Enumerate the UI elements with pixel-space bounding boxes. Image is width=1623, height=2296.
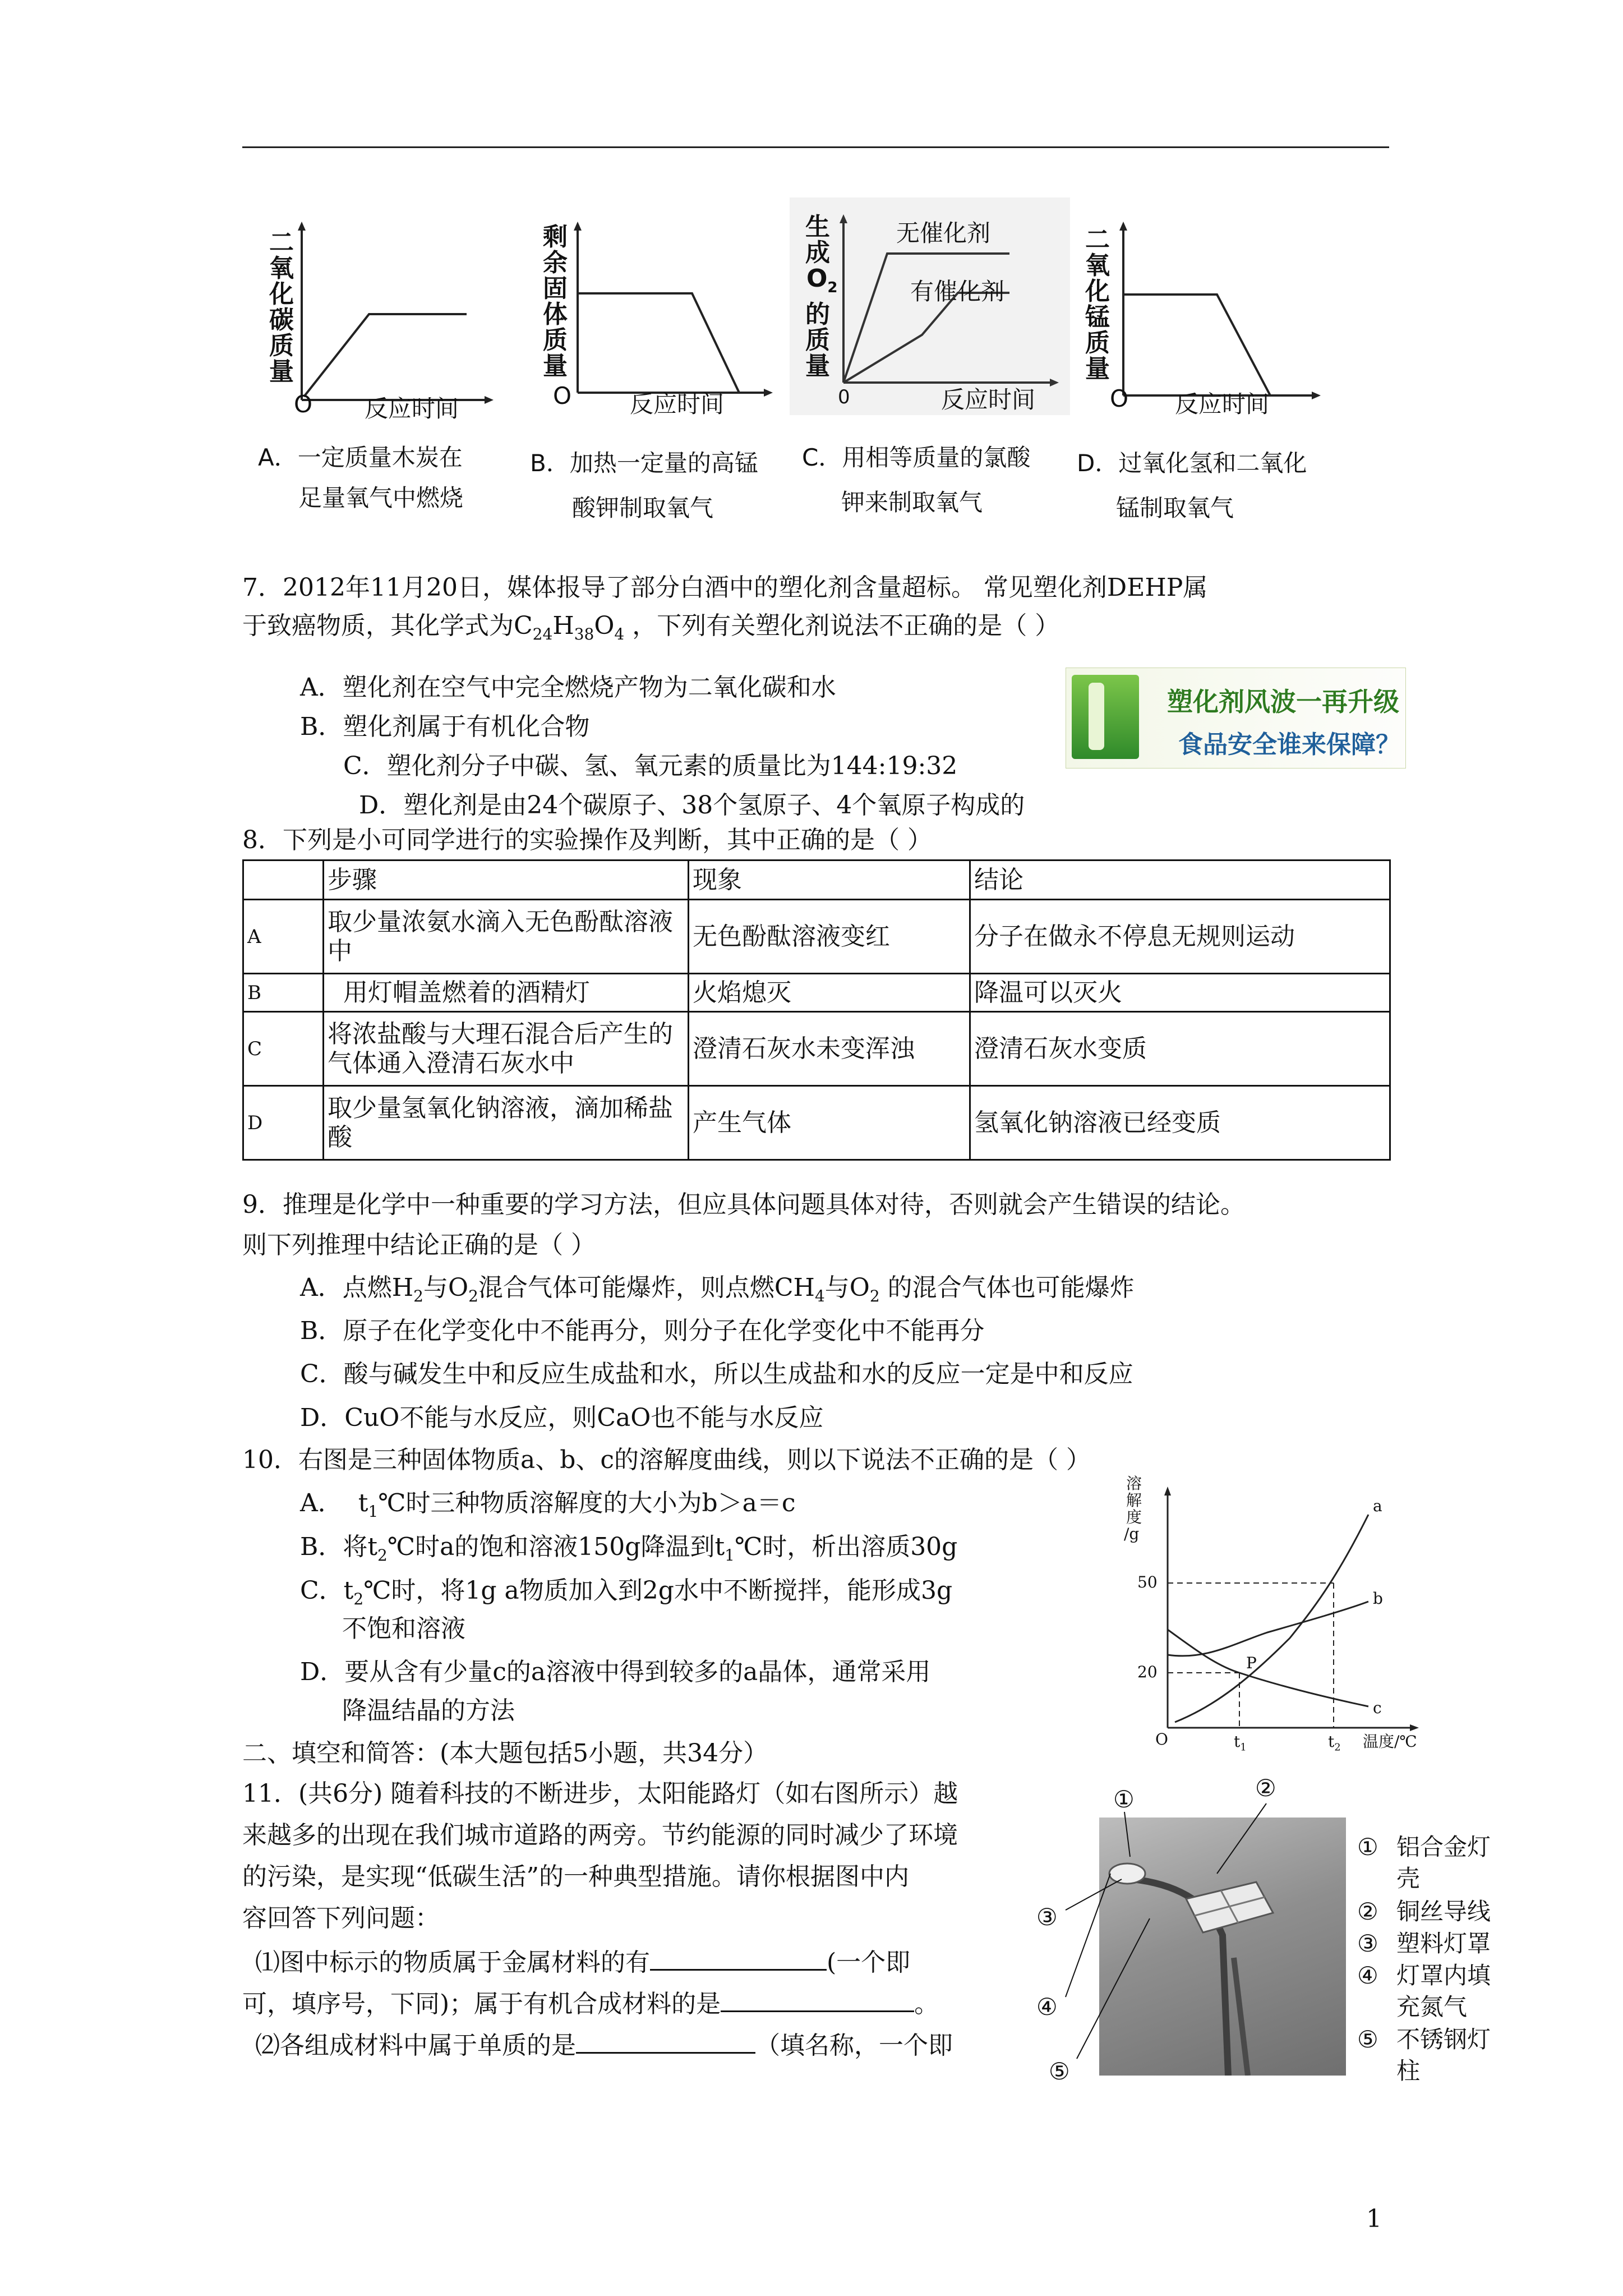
header-cell: 结论	[970, 861, 1390, 900]
banner-subtitle: 食品安全谁来保障？	[1178, 730, 1400, 759]
figure-b-ylabel: 剩余固体质量	[543, 223, 568, 380]
q11-line-5: ⑴图中标示的物质属于金属材料的有 (一个即	[255, 1944, 910, 1978]
legend-mark-4: ④	[1357, 1962, 1378, 1989]
legend-text-3: 塑料灯罩	[1396, 1930, 1491, 1957]
chart-tick-t1: $t_1$	[1234, 1732, 1247, 1754]
chart-ylabel-4: /g	[1124, 1525, 1140, 1543]
chart-tick-50: 50	[1137, 1573, 1158, 1591]
row-conclusion: 澄清石灰水变质	[970, 1012, 1390, 1086]
legend-mark-1: ①	[1357, 1833, 1378, 1861]
q11-line-2: 来越多的出现在我们城市道路的两旁。节约能源的同时减少了环境	[242, 1821, 958, 1849]
header-cell: 现象	[689, 861, 970, 900]
legend-text-5b: 柱	[1396, 2057, 1421, 2085]
figure-c-caption-1: C．用相等质量的氯酸	[802, 444, 1031, 471]
chart-point-p: P	[1246, 1654, 1257, 1672]
legend-mark-2: ②	[1357, 1898, 1378, 1925]
figure-d-origin: O	[1110, 385, 1129, 412]
row-conclusion: 分子在做永不停息无规则运动	[970, 900, 1390, 974]
q9-option-c: C．酸与碱发生中和反应生成盐和水，所以生成盐和水的反应一定是中和反应	[300, 1360, 1133, 1388]
callout-5: ⑤	[1049, 2058, 1070, 2085]
table-row	[243, 1086, 1390, 1160]
banner-bottle-icon	[1089, 683, 1104, 750]
chart-tick-20: 20	[1137, 1663, 1158, 1681]
row-phenomenon: 澄清石灰水未变浑浊	[689, 1012, 970, 1086]
figure-c	[790, 197, 1070, 415]
figure-a	[269, 222, 494, 424]
table-row	[243, 900, 1390, 974]
row-label: A	[243, 900, 324, 974]
answer-blank-metal[interactable]	[650, 1944, 827, 1971]
legend-text-2: 铜丝导线	[1396, 1898, 1491, 1925]
legend-text-1b: 壳	[1396, 1865, 1421, 1892]
q10-option-b: B．将$t_2℃$时a的饱和溶液150g降温到$t_1℃$时，析出溶质30g	[300, 1533, 958, 1565]
callout-4: ④	[1036, 1993, 1058, 2021]
q7-option-d: D．塑化剂是由24个碳原子、38个氢原子、4个氧原子构成的	[359, 791, 1025, 820]
q10-option-a: A． $t_1℃$时三种物质溶解度的大小为b＞a＝c	[300, 1489, 796, 1521]
figure-b-caption-1: B．加热一定量的高锰	[530, 449, 758, 477]
chart-curve-c-label: c	[1373, 1699, 1382, 1717]
chart-xlabel: 温度/℃	[1363, 1732, 1417, 1751]
plasticizer-banner	[1066, 668, 1406, 769]
header-rule	[242, 146, 1389, 148]
figure-c-ylabel-3: 的质量	[805, 300, 830, 380]
q8-stem: 8．下列是小可同学进行的实验操作及判断，其中正确的是（ ）	[242, 826, 932, 854]
q11-line-4: 容回答下列问题：	[242, 1904, 440, 1932]
banner-product-image	[1072, 675, 1139, 759]
answer-blank-element[interactable]	[576, 2027, 755, 2054]
row-phenomenon: 产生气体	[689, 1086, 970, 1160]
figure-d-caption-2: 锰制取氧气	[1116, 494, 1234, 522]
section-2-heading: 二、填空和简答：(本大题包括5小题，共34分）	[242, 1739, 768, 1768]
q9-option-b: B．原子在化学变化中不能再分，则分子在化学变化中不能再分	[300, 1317, 985, 1345]
answer-blank-organic[interactable]	[721, 1986, 914, 2012]
chart-origin: O	[1155, 1730, 1168, 1749]
callout-2: ②	[1255, 1774, 1276, 1802]
figure-c-curve-no-catalyst: 无催化剂	[896, 219, 991, 247]
figure-b-caption-2: 酸钾制取氧气	[572, 494, 714, 522]
row-label: D	[243, 1086, 324, 1160]
figure-a-xlabel: 反应时间	[365, 395, 459, 422]
solubility-chart	[1122, 1475, 1436, 1767]
callout-leader-lines	[1054, 1795, 1290, 2087]
table-row	[243, 974, 1390, 1012]
figure-c-ylabel-1: 生成	[805, 213, 830, 267]
legend-text-1: 铝合金灯	[1396, 1833, 1491, 1861]
row-label: C	[243, 1012, 324, 1086]
q11-line-3: 的污染，是实现“低碳生活”的一种典型措施。请你根据图中内	[242, 1862, 909, 1891]
legend-mark-5: ⑤	[1357, 2026, 1378, 2053]
q10-option-d: D．要从含有少量c的a溶液中得到较多的a晶体，通常采用	[300, 1658, 931, 1686]
legend-text-5: 不锈钢灯	[1396, 2026, 1491, 2053]
q11-line-6: 可，填序号，下同)；属于有机合成材料的是 。	[242, 1986, 939, 2020]
figure-d-ylabel: 二氧化锰质量	[1085, 226, 1110, 383]
q9-option-d: D．CuO不能与水反应，则CaO也不能与水反应	[300, 1404, 824, 1432]
figure-b	[543, 222, 773, 424]
q7-option-a: A．塑化剂在空气中完全燃烧产物为二氧化碳和水	[300, 673, 836, 702]
q7-line-2: 于致癌物质，其化学式为$C_{24}H_{38}O_4$ ，下列有关塑化剂说法不正确的是（ ）	[242, 611, 1060, 643]
page-number: 1	[1366, 2205, 1382, 2233]
figure-d-xlabel: 反应时间	[1175, 390, 1270, 418]
q10-option-d-cont: 降温结晶的方法	[342, 1696, 515, 1725]
row-step: 将浓盐酸与大理石混合后产生的气体通入澄清石灰水中	[324, 1012, 689, 1086]
chart-curve-a-label: a	[1373, 1497, 1382, 1515]
figure-a-caption-1: A．一定质量木炭在	[258, 444, 463, 471]
q9-option-a: A．点燃$H_2$与$O_2$混合气体可能爆炸，则点燃$CH_4$与$O_2$ 的混合气体也可能爆炸	[300, 1273, 1135, 1305]
callout-3: ③	[1036, 1903, 1058, 1931]
chart-tick-t2: $t_2$	[1328, 1732, 1341, 1754]
q9-line-1: 9．推理是化学中一种重要的学习方法，但应具体问题具体对待，否则就会产生错误的结论。	[242, 1190, 1245, 1219]
figure-c-xlabel: 反应时间	[941, 386, 1036, 413]
row-label: B	[243, 974, 324, 1012]
figure-c-origin: 0	[838, 386, 850, 408]
row-step: 用灯帽盖燃着的酒精灯	[324, 974, 689, 1012]
header-cell	[243, 861, 324, 900]
q8-table	[242, 859, 1391, 1161]
figure-a-caption-2: 足量氧气中燃烧	[298, 484, 464, 512]
row-phenomenon: 火焰熄灭	[689, 974, 970, 1012]
row-step: 取少量氢氧化钠溶液，滴加稀盐酸	[324, 1086, 689, 1160]
solubility-chart-svg	[1122, 1475, 1436, 1767]
callout-1: ①	[1113, 1786, 1135, 1813]
figure-d-caption-1: D．过氧化氢和二氧化	[1077, 449, 1307, 477]
row-step: 取少量浓氨水滴入无色酚酞溶液中	[324, 900, 689, 974]
q9-line-2: 则下列推理中结论正确的是（ ）	[242, 1231, 596, 1259]
q10-option-c-cont: 不饱和溶液	[342, 1614, 465, 1643]
chart-curve-b-label: b	[1373, 1589, 1383, 1608]
chart-ylabel-3: 度	[1126, 1508, 1142, 1526]
figure-c-curve-catalyst: 有催化剂	[910, 278, 1005, 305]
row-conclusion: 降温可以灭火	[970, 974, 1390, 1012]
chart-ylabel-2: 解	[1126, 1491, 1142, 1510]
figure-d	[1085, 222, 1321, 424]
q7-line-1: 7．2012年11月20日，媒体报导了部分白酒中的塑化剂含量超标。 常见塑化剂DEHP属	[242, 573, 1208, 602]
figure-c-caption-2: 钾来制取氧气	[841, 489, 983, 516]
q7-option-b: B．塑化剂属于有机化合物	[300, 712, 590, 741]
q11-line-7: ⑵各组成材料中属于单质的是 （填名称，一个即	[255, 2027, 953, 2062]
table-row	[243, 1012, 1390, 1086]
legend-text-4: 灯罩内填	[1396, 1962, 1491, 1989]
header-cell: 步骤	[324, 861, 689, 900]
legend-text-4b: 充氮气	[1396, 1993, 1468, 2021]
figure-a-ylabel: 二氧化碳质量	[269, 228, 294, 386]
q11-line-1: 11．(共6分) 随着科技的不断进步，太阳能路灯（如右图所示）越	[242, 1779, 958, 1808]
legend-mark-3: ③	[1357, 1930, 1378, 1957]
figure-b-xlabel: 反应时间	[630, 390, 725, 418]
q7-option-c: C．塑化剂分子中碳、氢、氧元素的质量比为144:19:32	[343, 752, 958, 780]
figure-b-origin: O	[553, 382, 572, 409]
figure-c-ylabel-2: $O_2$	[806, 264, 838, 296]
q10-option-c: C．$t_2℃$时，将1g a物质加入到2g水中不断搅拌，能形成3g	[300, 1576, 953, 1608]
banner-title: 塑化剂风波一再升级	[1167, 687, 1399, 717]
figure-a-origin: O	[294, 390, 313, 418]
table-header-row	[243, 861, 1390, 900]
row-phenomenon: 无色酚酞溶液变红	[689, 900, 970, 974]
chart-ylabel-1: 溶	[1126, 1474, 1142, 1493]
row-conclusion: 氢氧化钠溶液已经变质	[970, 1086, 1390, 1160]
q10-stem: 10．右图是三种固体物质a、b、c的溶解度曲线，则以下说法不正确的是（ ）	[242, 1446, 1091, 1474]
